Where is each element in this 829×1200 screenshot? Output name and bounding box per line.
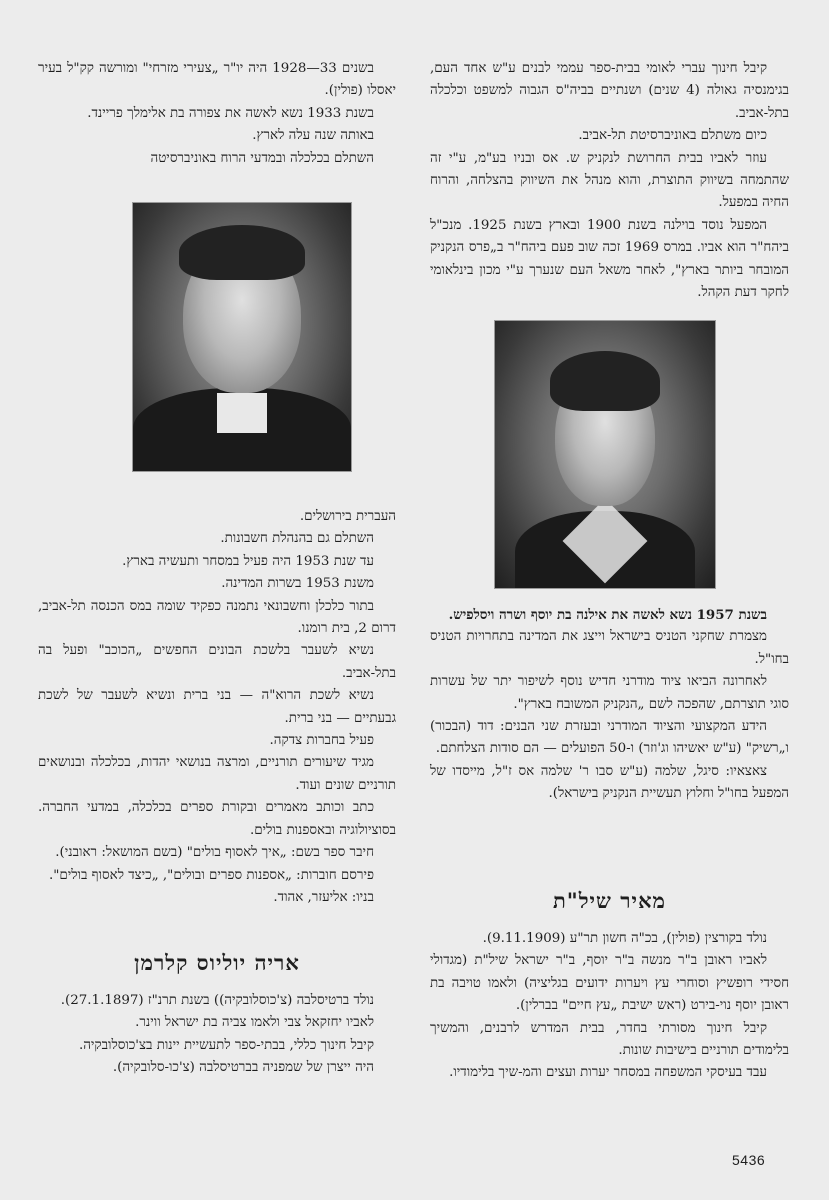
right-column-bottom bbox=[430, 928, 789, 1085]
paragraph: לאביו יחזקאל צבי ולאמו צביה בת ישראל ווינר. bbox=[135, 1015, 374, 1031]
paragraph: נשיא לשכת הרוא"ה — בני ברית ונשיא לשעבר של לשכת גבעתיים — בני ברית. bbox=[38, 688, 396, 726]
paragraph: השתלם גם בהנהלת חשבונות. bbox=[220, 531, 374, 547]
paragraph: עבד בעיסקי המשפחה במסחר יערות ועצים והמ-שיך בלימודיו. bbox=[449, 1065, 767, 1081]
portrait-photo-right bbox=[494, 320, 716, 589]
left-column-top bbox=[38, 58, 396, 170]
paragraph: באותה שנה עלה לארץ. bbox=[252, 128, 374, 144]
paragraph: נולד ברטיסלבה (צ'כוסלובקיה)) בשנת תרנ"ז (27.1.1897). bbox=[60, 993, 374, 1008]
page-number: 5436 bbox=[732, 1152, 766, 1168]
paragraph: קיבל חינוך כללי, בבתי-ספר לתעשיית יינות בצ'כוסלובקיה. bbox=[78, 1037, 374, 1053]
left-column-bottom bbox=[38, 990, 396, 1080]
portrait-photo-left bbox=[132, 202, 352, 472]
paragraph: בשנים 33—1928 היה יו"ר „צעירי מזרחי" ומורשה קק"ל בעיר יאסלו (פולין). bbox=[38, 61, 396, 99]
paragraph: מצמרת שחקני הטניס בישראל וייצג את המדינה בתחרויות הטניס בחו"ל. bbox=[430, 629, 789, 667]
paragraph: בשנת 1933 נשא לאשה את צפורה בת אלימלך פריינד. bbox=[87, 105, 374, 121]
right-column-middle bbox=[430, 604, 789, 806]
paragraph: עד שנת 1953 היה פעיל במסחר ותעשיה בארץ. bbox=[122, 553, 374, 569]
left-column-middle bbox=[38, 506, 396, 909]
paragraph: משנת 1953 בשרות המדינה. bbox=[221, 576, 374, 592]
right-column-top bbox=[430, 58, 789, 304]
paragraph: בתור כלכלן וחשבונאי נתמנה כפקיד שומה במס הכנסה תל-אביב, דרום 2, בית רומנו. bbox=[38, 598, 396, 637]
paragraph: כתב וכותב מאמרים ובקורת ספרים בכלכלה, במדעי החברה. בסוציולוגיה ובאספנות בולים. bbox=[38, 800, 396, 838]
paragraph: הידע המקצועי והציוד המודרני ובעזרת שני הבנים: דוד (הבכור) ו„רשיק" (ע"ש יאשיהו וג'וזר) ו-50 הפועלים — הם סודות הצלחתם. bbox=[430, 719, 789, 757]
paragraph: נולד בקורצין (פולין), בכ"ה חשון תר"ע (9.11.1909). bbox=[482, 931, 767, 946]
paragraph: נשיא לשעבר בלשכת הבונים החפשים „הכוכב" ופעל בה בתל-אביב. bbox=[38, 643, 396, 681]
paragraph: מגיד שיעורים תורניים, ומרצה בנושאי יהדות, בכלכלה ובנושאים תורניים שונים ועוד. bbox=[38, 755, 396, 793]
paragraph: המפעל נוסד בוילנה בשנת 1900 ובארץ בשנת 1925. מנכ"ל ביהח"ר הוא אביו. במרס 1969 זכה שוב פעם ביהח"ר ב„פרס הנקניק המובחר ביותר בארץ", לאחר משאל העם שנערך ע"י מכון בינלאומי לחקר דעת הקהל. bbox=[430, 217, 789, 301]
right-section-heading: מאיר שיל"ת bbox=[552, 888, 666, 913]
paragraph: היה ייצרן של שמפניה בברטיסלבה (צ'כו-סלובקיה). bbox=[112, 1060, 374, 1076]
paragraph: בשנת 1957 נשא לאשה את אילנה בת יוסף ושרה ויסלפיש. bbox=[448, 607, 767, 623]
paragraph: בניו: אליעזר, אהוד. bbox=[273, 889, 374, 905]
paragraph: לאחרונה הביאו ציוד מודרני חדיש נוסף לשיפור יתר של עשרות סוגי תוצרתם, שהפכה לשם „הנקניק המשובח בארץ". bbox=[430, 674, 789, 712]
paragraph: כיום משתלם באוניברסיטת תל-אביב. bbox=[578, 128, 767, 144]
left-section-heading: אריה יוליוס קלרמן bbox=[134, 950, 300, 975]
paragraph: קיבל חינוך מסורתי בחדר, בבית המדרש לרבנים, והמשיך בלימודים תורניים בישיבות שונות. bbox=[430, 1020, 789, 1059]
paragraph: קיבל חינוך עברי לאומי בבית-ספר עממי לבנים ע"ש אחד העם, בגימנסיה גאולה (4 שנים) ושנתיים בביה"ס הגבוה למשפט וכלכלה בתל-אביב. bbox=[430, 61, 790, 121]
paragraph: צאצאיו: סיגל, שלמה (ע"ש סבו ר' שלמה אס ז"ל, מייסדו של המפעל בחו"ל וחלוץ תעשיית הנקניק בישראל). bbox=[430, 763, 789, 802]
paragraph: פעיל בחברות צדקה. bbox=[269, 733, 374, 749]
paragraph: חיבר ספר בשם: „איך לאסוף בולים" (בשם המושאל: ראובני). bbox=[55, 845, 374, 861]
paragraph: פירסם חוברות: „אספנות ספרים ובולים", „כיצד לאסוף בולים". bbox=[49, 867, 374, 883]
paragraph: השתלם בכלכלה ובמדעי הרוח באוניברסיטה bbox=[150, 150, 374, 166]
paragraph: לאביו ראובן ב"ר מנשה ב"ר יוסף, ב"ר ישראל שיל"ת (מגדולי חסידי רופשיץ וסוחרי עץ ויערות ידועים בגליציה) ולאמו טויבה בת ראובן יוסף נוי-בירט (ראש ישיבת „עץ חיים" בברלין). bbox=[430, 953, 789, 1014]
paragraph: עוזר לאביו בבית החרושת לנקניק ש. אס ובניו בע"מ, ע"י זה שהתמחה בשיווק התוצרת, והוא מנהל את השיווק בהצלחה, והרוח החיה במפעל. bbox=[430, 150, 789, 211]
paragraph: העברית בירושלים. bbox=[299, 509, 396, 524]
